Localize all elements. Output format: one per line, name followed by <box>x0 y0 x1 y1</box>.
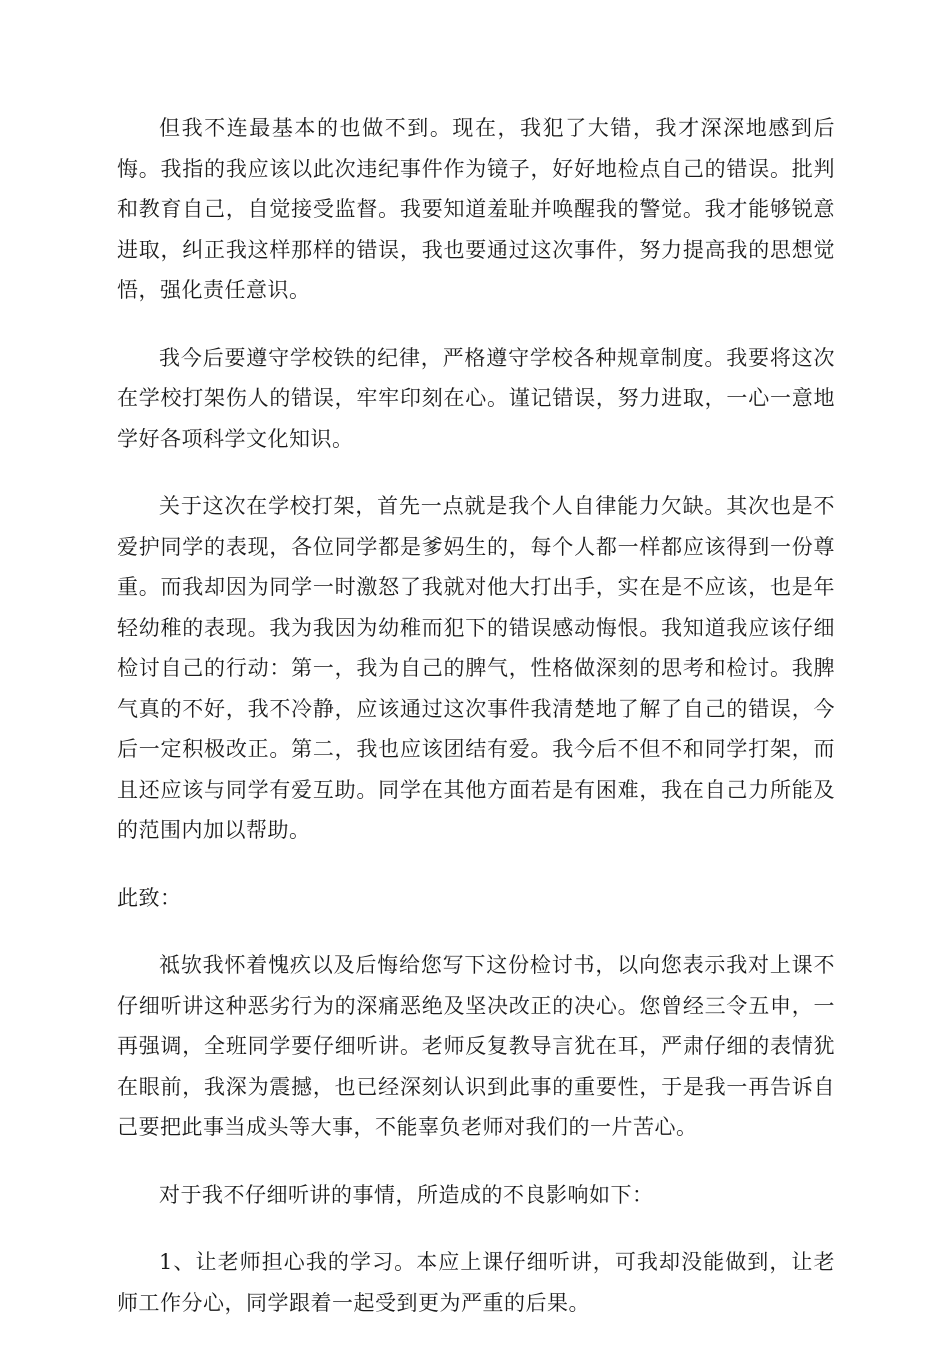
document-body <box>117 108 835 1350</box>
paragraph-4: 祗欤我怀着愧疚以及后悔给您写下这份检讨书，以向您表示我对上课不仔细听讲这种恶劣行为的深痛恶绝及坚决改正的决心。您曾经三令五申，一再强调，全班同学要仔细听讲。老师反复教导言犹在耳，严肃仔细的表情犹在眼前，我深为震撼，也已经深刻认识到此事的重要性，于是我一再告诉自己要把此事当成头等大事，不能辜负老师对我们的一片苦心。 <box>117 953 835 1139</box>
paragraph-2: 我今后要遵守学校铁的纪律，严格遵守学校各种规章制度。我要将这次在学校打架伤人的错误，牢牢印刻在心。谨记错误，努力进取，一心一意地学好各项科学文化知识。 <box>117 345 835 451</box>
paragraph-5: 对于我不仔细听讲的事情，所造成的不良影响如下： <box>159 1182 654 1207</box>
salutation: 此致： <box>117 885 182 910</box>
paragraph-6: 1、让老师担心我的学习。本应上课仔细听讲，可我却没能做到，让老师工作分心，同学跟着一起受到更为严重的后果。 <box>117 1250 835 1315</box>
paragraph-3: 关于这次在学校打架，首先一点就是我个人自律能力欠缺。其次也是不爱护同学的表现，各位同学都是爹妈生的，每个人都一样都应该得到一份尊重。而我却因为同学一时激怒了我就对他大打出手，实在是不应该，也是年轻幼稚的表现。我为我因为幼稚而犯下的错误感动悔恨。我知道我应该仔细检讨自己的行动：第一，我为自己的脾气，性格做深刻的思考和检讨。我脾气真的不好，我不冷静，应该通过这次事件我清楚地了解了自己的错误，今后一定积极改正。第二，我也应该团结有爱。我今后不但不和同学打架，而且还应该与同学有爱互助。同学在其他方面若是有困难，我在自己力所能及的范围内加以帮助。 <box>117 494 835 842</box>
paragraph-1: 但我不连最基本的也做不到。现在，我犯了大错，我才深深地感到后悔。我指的我应该以此次违纪事件作为镜子，好好地检点自己的错误。批判和教育自己，自觉接受监督。我要知道羞耻并唤醒我的警觉。我才能够锐意进取，纠正我这样那样的错误，我也要通过这次事件，努力提高我的思想觉悟，强化责任意识。 <box>117 116 835 302</box>
